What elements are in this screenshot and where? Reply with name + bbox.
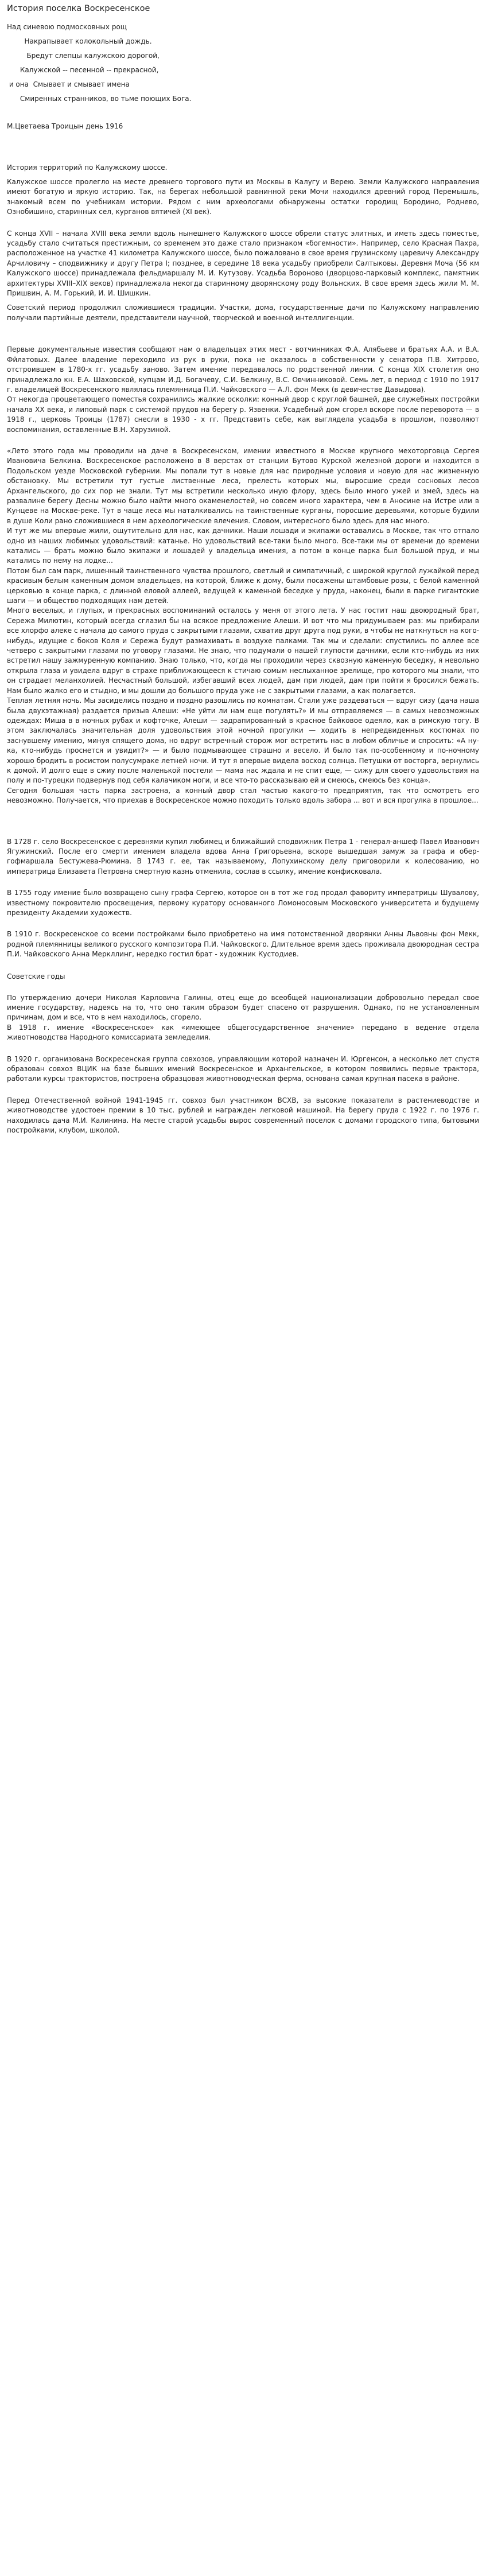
paragraph: Первые документальные известия сообщают нам о владельцах этих мест - вотчинниках Ф.А. Алябьеве и братьях А.А. и В.А. Фйлатовых. Далее владение переходило из рук в руки, пока не оказалось в собственности у сенатора П.В. Хитрово, отстроившем в 1780-х гг. усадьбу заново. Затем имение передавалось по родственной линии. С конца XIX столетия оно принадлежало кн. Е.А. Шаховской, купцам И.Д. Богачеву, С.И. Белкину, В.С. Овчинниковой. Семь лет, в период с 1910 по 1917 г. владелицей Воскресенского являлась племянница П.И. Чайковского — А.Л. фон Мекк (в девичестве Давыдова). От некогда процветающего поместья сохранились жалкие осколки: конный двор с круглой башней, две служебных постройки начала XX века, и липовый парк с системой прудов на берегу р. Язвенки. Усадебный дом сгорел вскоре после переворота — в 1918 г., церковь Троицы (1787) снесли в 1930 - х гг. Представить себе, как выглядела усадьба в прошлом, позволяют воспоминания, оставленные В.Н. Харузиной. [7,345,479,434]
paragraph: Калужское шоссе пролегло на месте древнего торгового пути из Москвы в Калугу и Верею. Земли Калужского направления имеют богатую и яркую историю. Так, на берегах небольшой равнинной реки Мочи находился древний город Перемышль, знакомый всем по учебникам истории. Рядом с ним археологами обнаружены остатки городищ Бородино, Роднево, Ознобишино, старинных сел, курганов вятичей (XI век). [7,178,479,216]
section-heading: История территорий по Калужскому шоссе. [7,164,168,172]
paragraph: В 1755 году имение было возвращено сыну графа Сергею, которое он в тот же год продал фавориту императрицы Шувалову, известному покровителю просвещения, первому куратору основанного Ломоносовым Московского университета и будущему президенту Академии художеств. [7,889,479,917]
poem-line: и она Смывает и смывает имена [7,80,130,88]
poem-signature: М.Цветаева Троицын день 1916 [7,122,123,130]
paragraph: По утверждению дочери Николая Карловича Галины, отец еще до всеобщей национализации добровольно передал свое имение государству, надеясь на то, что оно таким образом будет спасено от разрушения. Однако, по не установленным причинам, дом и все, что в нем находилось, сгорело. [7,993,479,1022]
article [0,0,486,1136]
poem-line: Бредут слепцы калужскою дорогой, [7,52,160,60]
paragraph: Много веселых, и глупых, и прекрасных воспоминаний осталось у меня от этого лета. У нас гостит наш двоюродный брат, Сережа Милютин, который всегда сглазил бы на всякое предложение Алеши. И вот что мы придумываем раз: мы прибирали все хлорфо алеке с начала до самого пруда с закрытыми глазами, схватив друг друга под руки, в чтобы не наткнуться на кого-нибудь, идущие с боков Коля и Сережа будут размахивать в воздухе палками. Так мы и сделали: спустились по аллее все четверо с закрытыми глазами по уговору глазами. Не знаю, что подумали о нашей глупости дачники, если кто-нибудь из них встретил нашу зажмуренную компанию. Знаю только, что, когда мы проходили через сквозную каменную беседку, я невольно открыла глаза и увидела вдруг в страхе приближающееся к стичаю сомым неслыханное зрелище, про которого мы знали, что он страдает меланхолией. Несчастный большой, избегавший всех людей, дам при людей, дам при пойти я бросился бежать. Нам было жалко его и стыдно, и мы дошли до большого пруда уже не с закрытыми глазами, а как полагается. [7,606,479,695]
paragraph: В 1920 г. организована Воскресенская группа совхозов, управляющим которой назначен И. Юргенсон, а несколько лет спустя образован совхоз ВЦИК на базе бывших имений Воскресенское и Архангельское, в котором появились первые трактора, работали курсы трактористов, построена образцовая животноводческая ферма, основана самая крупная пасека в районе. [7,1054,479,1083]
section-heading: Советские годы [7,972,65,980]
poem-line: Накрапывает колокольный дождь. [7,37,152,45]
paragraph: Советский период продолжил сложившиеся традиции. Участки, дома, государственные дачи по Калужскому направлению получали партийные деятели, представители научной, творческой и военной интеллигенции. [7,303,479,322]
paragraph: «Лето этого года мы проводили на даче в Воскресенском, имении известного в Москве крупного мехоторговца Сергея Ивановича Белкина. Воскресенское расположено в 8 верстах от станции Бутово Курской железной дороги и находится в Подольском уезде Московской губернии. Мы попали тут в новые для нас природные условия и новую для нас жизненную обстановку. Мы встретили тут густые лиственные леса, прелесть которых мы, выросшие среди сосновых лесов Архангельского, до сих пор не знали. Тут мы встретили несколько иную флору, здесь было много ужей и змей, здесь на развалине берегу Десны можно было найти много окаменелостей, но совсем иного характера, чем в Аносине на Истре или в Кунцеве на Москве-реке. Тут в чаще леса мы наталкивались на таинственные курганы, поросшие деревьями, которые будили в душе Коли рано сложившиеся в нем археологические влечения. Словом, интересного было здесь для нас много. [7,446,479,525]
page-title: История поселка Воскресенское [7,4,150,13]
paragraph: Сегодня большая часть парка застроена, а конный двор стал частью какого-то предприятия, так что осмотреть его невозможно. Получается, что приехав в Воскресенское можно походить только вдоль забора ... вот и вся прогулка в прошлое... [7,786,479,805]
paragraph: Перед Отечественной войной 1941-1945 гг. совхоз был участником ВСХВ, за высокие показатели в растениеводстве и животноводстве удостоен премии в 10 тыс. рублей и награжден легковой машиной. На берегу пруда с 1922 г. по 1976 г. находилась дача М.И. Калинина. На месте старой усадьбы вырос современный поселок с домами городского типа, бытовыми постройками, клубом, школой. [7,1096,479,1135]
paragraph: Теплая летняя ночь. Мы засиделись поздно и поздно разошлись по комнатам. Стали уже раздеваться — вдруг сизу (дача наша была двухэтажная) раздается призыв Алеши: «Не уйти ли нам еще погулять?» И мы отправляемся — в самых невозможных одеждах: Миша в в ночных рубах и кофточке, Алеши — задрапированный в красное байковое одеяло, как в римскую тогу. В этом заключалась значительная доля удовольствия этой ночной прогулки — ходить в непредвиденных костюмах по заснувшему имению, минуя спящего дома, но вдруг встречный сторож мог встретить нас в любом обличье и спросить: «А ну-ка, кто-нибудь проснется и увидит?» — и было подмывающее страшно и весело. И было так по-особенному и по-ночному хорошо бродить в росистом полусумраке летней ночи. И тут я впервые видела восход солнца. Петушки от восторга, вернулись к домой. И долго еще в сжиу после маленькой постели — мама нас ждала и не спит еще, — сижу для своего удовольствия на полу и по-турецки подвернув под себя калачиком ноги, и все что-то рассказываю ей и смеюсь, смеюсь без конца». [7,696,479,785]
paragraph: И тут же мы впервые жили, ощутительно для нас, как дачники. Наши лошади и экипажи оставались в Москве, так что отпало одно из наших любимых удовольствий: катанье. Но удовольствий все-таки было много. Все-таки мы от времени до времени катались — брать можно было экипажи и лошадей у владельца имения, а потом в конце парка был большой пруд, и мы катались по нему на лодке… [7,527,479,565]
paragraph: С конца XVII – начала XVIII века земли вдоль нынешнего Калужского шоссе обрели статус элитных, и иметь здесь поместье, усадьбу стало считаться престижным, со временем это даже стало признаком «богемности». Например, село Красная Пахра, расположенное на участке 41 километра Калужского шоссе, было пожаловано в свое время грузинскому царевичу Александру Арчиловичу – сподвижнику и другу Петра I; позднее, в середине 18 века усадьбу приобрели Салтыковы. Деревня Моча (56 км Калужского шоссе) принадлежала фельдмаршалу М. И. Кутузову. Усадьба Вороново (дворцово-парковый комплекс, памятник архитектуры XVIII–XIX веков) принадлежала некогда старинному дворянскому роду Вольнских. В свое время здесь жили М. М. Пришвин, А. М. Горький, И. И. Шишкин. [7,229,479,298]
paragraph: В 1910 г. Воскресенское со всеми постройками было приобретено на имя потомственной дворянки Анны Львовны фон Мекк, родной племянницы великого русского композитора П.И. Чайковского. Длительное время здесь проживала двоюродная сестра П.И. Чайковского Анна Меркллинг, нередко гостил брат - художник Кустодиев. [7,930,479,959]
poem-line: Над синевою подмосковных рощ [7,23,127,31]
poem-line: Смиренных странников, во тьме поющих Бога. [7,95,192,103]
paragraph: В 1728 г. село Воскресенское с деревнями купил любимец и ближайший сподвижник Петра 1 - генерал-аншеф Павел Иванович Ягужинский. После его смерти имением владела вдова Анна Григорьевна, вскоре вышедшая замуж за графа и обер-гофмаршала Бестужева-Рюмина. В 1743 г. ее, так называемому, Лопухинскому делу приговорили к колесованию, но императрица Елизавета Петровна смертную казнь отменила, сослав в ссылку, имение конфисковала. [7,837,479,875]
paragraph: В 1918 г. имение «Воскресенское» как «имеющее общегосударственное значение» передано в ведение отдела животноводства Народного комиссариата земледелия. [7,1023,479,1042]
paragraph: Потом был сам парк, лишенный таинственного чувства прошлого, светлый и симпатичный, с широкой круглой лужайкой перед красивым белым каменным домом владельцев, на которой, ближе к дому, были посажены штамбовые розы, с белой каменной церковью в конце парка, с длинной еловой аллеей, ведущей к каменной беседке у пруда, наконец, были в парке гигантские шаги — и общество подходящих нам детей. [7,566,479,605]
poem [7,20,479,106]
poem-line: Калужской -- песенной -- прекрасной, [7,66,159,74]
